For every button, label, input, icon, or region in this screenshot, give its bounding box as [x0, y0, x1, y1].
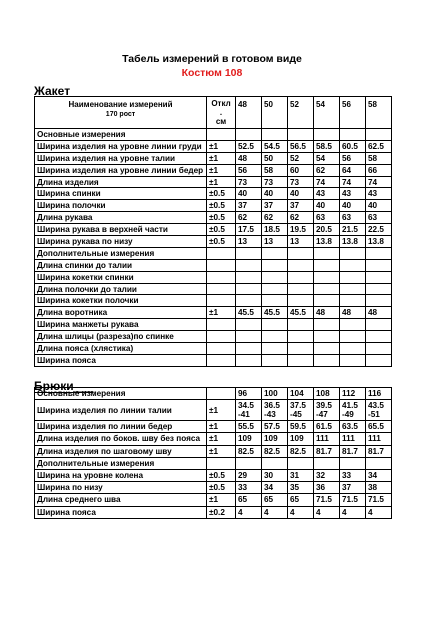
measurement-value: 40 [340, 200, 366, 212]
header-size-3: 54 [314, 97, 340, 129]
measurement-tolerance: ±1 [207, 152, 236, 164]
measurement-value: 4 [236, 506, 262, 518]
header-tolerance-cell [207, 97, 236, 129]
measurement-value: 17.5 [236, 224, 262, 236]
table-row [35, 247, 392, 259]
measurement-value: 32 [314, 469, 340, 481]
measurement-value: 109 [236, 433, 262, 445]
measurement-value: 13.8 [314, 236, 340, 248]
measurement-value [366, 247, 392, 259]
measurement-value: 13.8 [366, 236, 392, 248]
measurement-tolerance: ±0.5 [207, 188, 236, 200]
measurement-value: 57.5 [262, 421, 288, 433]
table-row [35, 176, 392, 188]
measurement-name: Длина изделия [35, 176, 207, 188]
measurement-value: 73 [262, 176, 288, 188]
measurement-value: 33 [340, 469, 366, 481]
measurement-value: 34 [262, 482, 288, 494]
measurement-value [262, 283, 288, 295]
measurement-value: 54 [314, 152, 340, 164]
table-row [35, 388, 392, 400]
measurement-value [340, 343, 366, 355]
measurement-value: 37 [340, 482, 366, 494]
header-tolerance-line: см [215, 117, 227, 126]
measurement-name: Ширина пояса [35, 506, 207, 518]
measurement-tolerance [207, 343, 236, 355]
measurement-value: 4 [262, 506, 288, 518]
table-header-row [35, 97, 392, 129]
measurement-value [262, 457, 288, 469]
table-row [35, 129, 392, 141]
measurement-value: 4 [366, 506, 392, 518]
measurement-value [288, 354, 314, 366]
measurement-value [236, 129, 262, 141]
measurement-value: 100 [262, 388, 288, 400]
measurement-name: Длина изделия по шаговому шву [35, 445, 207, 457]
measurement-value [236, 271, 262, 283]
measurement-value: 62 [262, 212, 288, 224]
measurement-value: 109 [288, 433, 314, 445]
header-size-2: 52 [288, 97, 314, 129]
measurement-value [288, 283, 314, 295]
measurement-value [314, 457, 340, 469]
measurement-name: Ширина кокетки полочки [35, 295, 207, 307]
measurement-value: 63.5 [340, 421, 366, 433]
measurement-value: 37 [236, 200, 262, 212]
measurement-value: 112 [340, 388, 366, 400]
measurement-value: 31 [288, 469, 314, 481]
measurement-value [340, 271, 366, 283]
measurement-name: Ширина на уровне колена [35, 469, 207, 481]
measurement-name: Длина среднего шва [35, 494, 207, 506]
measurement-value [340, 331, 366, 343]
measurement-value: 37 [262, 200, 288, 212]
measurement-value [366, 271, 392, 283]
header-size-1: 50 [262, 97, 288, 129]
measurement-value [314, 343, 340, 355]
measurement-value: 71.5 [340, 494, 366, 506]
measurement-value [366, 354, 392, 366]
measurement-value: 62.5 [366, 140, 392, 152]
measurement-name: Ширина полочки [35, 200, 207, 212]
measurement-value: 74 [340, 176, 366, 188]
measurement-value [288, 343, 314, 355]
measurement-value [340, 295, 366, 307]
measurement-value [236, 457, 262, 469]
measurement-value [236, 247, 262, 259]
measurement-value: 4 [340, 506, 366, 518]
measurement-value: 36.5 -43 [262, 400, 288, 421]
measurement-value [340, 354, 366, 366]
measurement-value: 21.5 [340, 224, 366, 236]
measurement-value: 63 [314, 212, 340, 224]
measurement-value: 4 [314, 506, 340, 518]
measurement-value: 116 [366, 388, 392, 400]
measurement-tolerance: ±0.2 [207, 506, 236, 518]
measurement-value: 56 [236, 164, 262, 176]
table-row [35, 271, 392, 283]
measurement-value [288, 271, 314, 283]
measurement-value: 71.5 [314, 494, 340, 506]
measurement-tolerance [207, 457, 236, 469]
measurement-value: 40 [262, 188, 288, 200]
measurement-value: 56.5 [288, 140, 314, 152]
measurement-value: 13 [262, 236, 288, 248]
measurement-value: 111 [314, 433, 340, 445]
measurement-value: 65.5 [366, 421, 392, 433]
table-row [35, 433, 392, 445]
measurement-value: 48 [340, 307, 366, 319]
measurement-value: 30 [262, 469, 288, 481]
table-row [35, 307, 392, 319]
table-row [35, 482, 392, 494]
measurement-value: 19.5 [288, 224, 314, 236]
measurement-value: 60.5 [340, 140, 366, 152]
measurement-value: 52 [288, 152, 314, 164]
measurement-name: Ширина изделия по линии талии [35, 400, 207, 421]
measurement-value [288, 319, 314, 331]
measurement-value: 48 [236, 152, 262, 164]
measurement-tolerance [207, 331, 236, 343]
table-row [35, 140, 392, 152]
measurement-value [314, 295, 340, 307]
measurement-value: 43 [314, 188, 340, 200]
measurement-value [288, 331, 314, 343]
measurement-tolerance [207, 259, 236, 271]
measurement-name: Ширина изделия на уровне линии груди [35, 140, 207, 152]
measurement-value [262, 271, 288, 283]
table-row [35, 354, 392, 366]
measurement-value: 65 [262, 494, 288, 506]
measurement-value: 43.5 -51 [366, 400, 392, 421]
measurement-value [340, 259, 366, 271]
measurement-value [366, 319, 392, 331]
measurement-value: 65 [236, 494, 262, 506]
measurement-value: 81.7 [366, 445, 392, 457]
measurement-value: 52.5 [236, 140, 262, 152]
header-size-0: 48 [236, 97, 262, 129]
measurement-tolerance: ±1 [207, 445, 236, 457]
measurement-value: 50 [262, 152, 288, 164]
measurement-value: 20.5 [314, 224, 340, 236]
measurement-value [262, 343, 288, 355]
measurement-value: 34.5 -41 [236, 400, 262, 421]
measurement-value: 74 [366, 176, 392, 188]
measurement-value: 63 [366, 212, 392, 224]
measurement-value: 13.8 [340, 236, 366, 248]
measurement-value: 39.5 -47 [314, 400, 340, 421]
measurement-name: Длина воротника [35, 307, 207, 319]
measurement-value: 40 [366, 200, 392, 212]
measurement-value: 65 [288, 494, 314, 506]
measurement-value: 96 [236, 388, 262, 400]
measurement-tolerance: ±0.5 [207, 469, 236, 481]
header-tolerance-line: . [219, 108, 223, 117]
jacket-measurements-table [34, 96, 392, 367]
measurement-value: 73 [236, 176, 262, 188]
measurement-value: 74 [314, 176, 340, 188]
measurement-tolerance: ±1 [207, 494, 236, 506]
measurement-value: 36 [314, 482, 340, 494]
jacket-section-title: Жакет [34, 84, 71, 98]
measurement-value [314, 283, 340, 295]
table-row [35, 259, 392, 271]
measurement-name: Ширина спинки [35, 188, 207, 200]
measurement-value: 41.5 -49 [340, 400, 366, 421]
measurement-value: 48 [314, 307, 340, 319]
measurement-value: 40 [288, 188, 314, 200]
measurement-value [262, 319, 288, 331]
measurement-value: 13 [236, 236, 262, 248]
measurement-value: 71.5 [366, 494, 392, 506]
measurement-value: 37.5 -45 [288, 400, 314, 421]
measurement-value [314, 247, 340, 259]
measurement-value [314, 331, 340, 343]
measurement-value: 62 [288, 212, 314, 224]
measurement-name: Ширина манжеты рукава [35, 319, 207, 331]
measurement-value [262, 295, 288, 307]
measurement-value [262, 247, 288, 259]
measurement-tolerance: ±1 [207, 421, 236, 433]
measurement-value [236, 343, 262, 355]
measurement-name: Длина рукава [35, 212, 207, 224]
measurement-value: 18.5 [262, 224, 288, 236]
measurement-value [366, 259, 392, 271]
measurement-value: 48 [366, 307, 392, 319]
table-row [35, 319, 392, 331]
measurement-value [314, 319, 340, 331]
measurement-tolerance: ±0.5 [207, 200, 236, 212]
table-row [35, 212, 392, 224]
table-row [35, 445, 392, 457]
table-row [35, 164, 392, 176]
measurement-value: 45.5 [288, 307, 314, 319]
measurement-value [366, 331, 392, 343]
measurement-value: 40 [314, 200, 340, 212]
table-row [35, 421, 392, 433]
measurement-value [262, 129, 288, 141]
measurement-value [236, 259, 262, 271]
table-row [35, 457, 392, 469]
measurement-tolerance [207, 283, 236, 295]
measurement-value: 104 [288, 388, 314, 400]
measurement-value [340, 283, 366, 295]
measurement-tolerance [207, 319, 236, 331]
measurement-name: Длина пояса (хлястика) [35, 343, 207, 355]
measurement-name: Ширина кокетки спинки [35, 271, 207, 283]
measurement-value: 111 [340, 433, 366, 445]
measurement-name: Ширина рукава по низу [35, 236, 207, 248]
header-size-5: 58 [366, 97, 392, 129]
measurement-name: Дополнительные измерения [35, 457, 207, 469]
measurement-value: 66 [366, 164, 392, 176]
measurement-value: 13 [288, 236, 314, 248]
measurement-value [340, 457, 366, 469]
measurement-value [236, 331, 262, 343]
table-row [35, 295, 392, 307]
measurement-value: 62 [236, 212, 262, 224]
header-size-4: 56 [340, 97, 366, 129]
measurement-value: 35 [288, 482, 314, 494]
table-row [35, 236, 392, 248]
measurement-value [236, 319, 262, 331]
measurement-value [366, 129, 392, 141]
measurement-value [314, 259, 340, 271]
measurement-tolerance [207, 354, 236, 366]
measurement-name: Ширина рукава в верхней части [35, 224, 207, 236]
measurement-value [262, 354, 288, 366]
measurement-name: Длина спинки до талии [35, 259, 207, 271]
measurement-name: Основные измерения [35, 129, 207, 141]
measurement-value [236, 295, 262, 307]
measurement-value [340, 319, 366, 331]
measurement-value: 56 [340, 152, 366, 164]
measurement-tolerance [207, 271, 236, 283]
measurement-value: 73 [288, 176, 314, 188]
measurement-tolerance: ±1 [207, 140, 236, 152]
table-row [35, 152, 392, 164]
table-row [35, 400, 392, 421]
measurement-value: 82.5 [262, 445, 288, 457]
measurement-value [366, 295, 392, 307]
table-row [35, 469, 392, 481]
measurement-tolerance [207, 129, 236, 141]
table-row [35, 224, 392, 236]
measurement-value: 59.5 [288, 421, 314, 433]
table-row [35, 188, 392, 200]
measurement-tolerance [207, 388, 236, 400]
measurement-value: 81.7 [340, 445, 366, 457]
measurement-value [340, 129, 366, 141]
measurement-tolerance: ±0.5 [207, 224, 236, 236]
measurement-value: 62 [314, 164, 340, 176]
measurement-value: 82.5 [236, 445, 262, 457]
header-name: Наименование измерений [68, 100, 173, 109]
measurement-value: 29 [236, 469, 262, 481]
measurement-tolerance [207, 247, 236, 259]
measurement-value [262, 259, 288, 271]
document-title: Табель измерений в готовом виде [122, 53, 302, 65]
measurement-tolerance: ±0.5 [207, 236, 236, 248]
measurement-name: Ширина изделия по линии бедер [35, 421, 207, 433]
measurement-value: 43 [340, 188, 366, 200]
measurement-value [288, 129, 314, 141]
measurement-tolerance: ±1 [207, 433, 236, 445]
measurement-name: Дополнительные измерения [35, 247, 207, 259]
measurement-tolerance [207, 295, 236, 307]
measurement-value [288, 247, 314, 259]
measurement-value: 43 [366, 188, 392, 200]
measurement-value: 81.7 [314, 445, 340, 457]
measurement-name: Ширина по низу [35, 482, 207, 494]
document-subtitle: Костюм 108 [181, 67, 243, 79]
measurement-value: 60 [288, 164, 314, 176]
measurement-value [314, 271, 340, 283]
measurement-name: Длина шлицы (разреза)по спинке [35, 331, 207, 343]
table-row [35, 343, 392, 355]
measurement-value [314, 129, 340, 141]
measurement-value: 82.5 [288, 445, 314, 457]
measurement-name: Ширина пояса [35, 354, 207, 366]
measurement-value: 37 [288, 200, 314, 212]
measurement-value: 58 [262, 164, 288, 176]
measurement-tolerance: ±1 [207, 400, 236, 421]
measurement-value: 34 [366, 469, 392, 481]
measurement-tolerance: ±0.5 [207, 482, 236, 494]
measurement-value [236, 354, 262, 366]
measurement-value: 40 [236, 188, 262, 200]
measurement-value [288, 457, 314, 469]
header-name-cell [35, 97, 207, 129]
measurement-value: 64 [340, 164, 366, 176]
measurement-value [288, 259, 314, 271]
measurement-value [314, 354, 340, 366]
measurement-value [262, 331, 288, 343]
measurement-value [366, 457, 392, 469]
measurement-value: 4 [288, 506, 314, 518]
measurement-name: Длина изделия по боков. шву без пояса [35, 433, 207, 445]
measurement-value: 63 [340, 212, 366, 224]
measurement-value: 58 [366, 152, 392, 164]
table-row [35, 494, 392, 506]
measurement-value: 55.5 [236, 421, 262, 433]
measurement-value: 111 [366, 433, 392, 445]
header-tolerance-line: Откл [211, 99, 231, 108]
measurement-value [288, 295, 314, 307]
measurement-value [366, 343, 392, 355]
measurement-tolerance: ±1 [207, 176, 236, 188]
measurement-tolerance: ±1 [207, 307, 236, 319]
measurement-name: Длина полочки до талии [35, 283, 207, 295]
table-row [35, 331, 392, 343]
pants-section-title: Брюки___ [34, 379, 94, 393]
measurement-value: 54.5 [262, 140, 288, 152]
table-row [35, 200, 392, 212]
measurement-value: 38 [366, 482, 392, 494]
header-height: 170 рост [105, 111, 136, 118]
measurement-value: 58.5 [314, 140, 340, 152]
measurement-value: 45.5 [236, 307, 262, 319]
measurement-tolerance: ±1 [207, 164, 236, 176]
measurement-value: 108 [314, 388, 340, 400]
measurement-value [236, 283, 262, 295]
measurement-value: 61.5 [314, 421, 340, 433]
measurement-value: 22.5 [366, 224, 392, 236]
measurement-value: 33 [236, 482, 262, 494]
table-row [35, 506, 392, 518]
measurement-value: 109 [262, 433, 288, 445]
measurement-value [340, 247, 366, 259]
measurement-tolerance: ±0.5 [207, 212, 236, 224]
measurement-name: Ширина изделия на уровне талии [35, 152, 207, 164]
measurement-value: 45.5 [262, 307, 288, 319]
measurement-name: Основные измерения [35, 388, 207, 400]
pants-measurements-table [34, 387, 392, 519]
table-row [35, 283, 392, 295]
measurement-name: Ширина изделия на уровне линии бедер [35, 164, 207, 176]
measurement-value [366, 283, 392, 295]
